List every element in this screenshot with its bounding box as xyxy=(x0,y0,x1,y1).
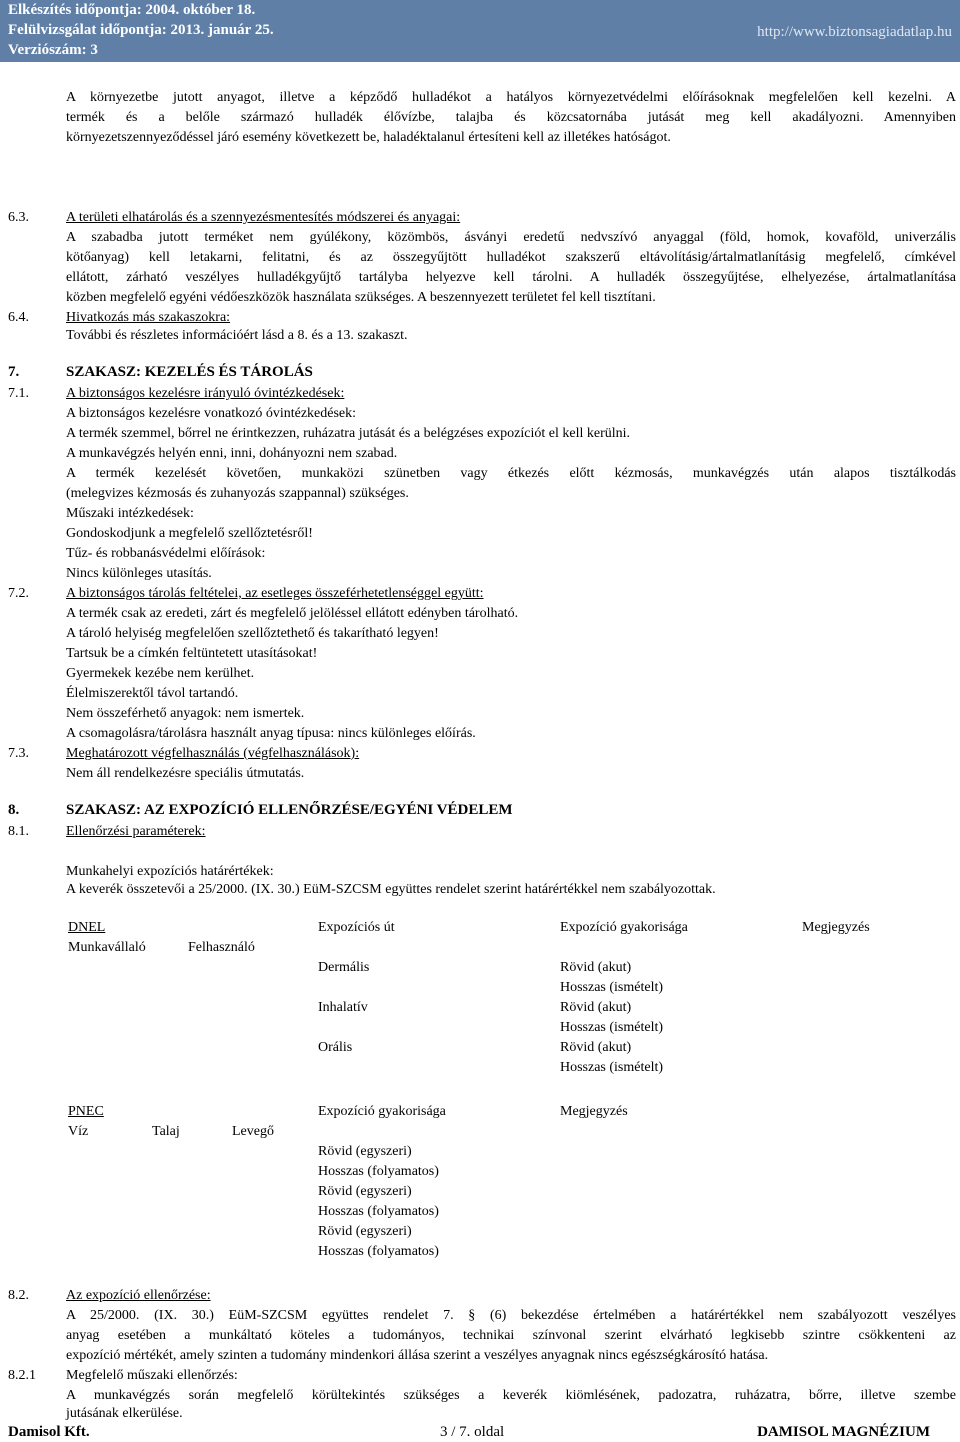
frequency-cell: Rövid (egyszeri) Hosszas (folyamatos) xyxy=(318,1224,439,1259)
frequency-header: Expozíció gyakorisága xyxy=(560,920,688,935)
table-row xyxy=(62,1182,866,1222)
frequency-cell: Rövid (egyszeri) Hosszas (folyamatos) xyxy=(318,1144,439,1179)
revision-date: Felülvizsgálat időpontja: 2013. január 25. xyxy=(8,22,274,38)
text-line: A szabadba jutott terméket nem gyúlékony, közömbös, ásványi eredetű nedvszívó anyaggal (föld, homok, kovaföld, univerzális xyxy=(66,230,956,245)
frequency-header: Expozíció gyakorisága xyxy=(318,1104,446,1119)
product-name: DAMISOL MAGNÉZIUM xyxy=(757,1424,930,1440)
text-line: A munkavégzés helyén enni, inni, dohányozni nem szabad. xyxy=(66,446,398,461)
table-row xyxy=(62,1038,958,1078)
text-line: Nincs különleges utasítás. xyxy=(66,566,212,581)
section-heading: SZAKASZ: AZ EXPOZÍCIÓ ELLENŐRZÉSE/EGYÉNI VÉDELEM xyxy=(66,802,513,818)
text-line: A termék csak az eredeti, zárt és megfelelő jelöléssel ellátott edényben tárolható. xyxy=(66,606,519,621)
section-number: 6.3. xyxy=(8,210,29,225)
text-line: A munkavégzés során megfelelő körültekintés szükséges a keverék kiömlésének, padozatra, ruházatra, bőrre, illetve szembe xyxy=(66,1388,956,1403)
section-title: Az expozíció ellenőrzése: xyxy=(66,1288,211,1303)
document-header xyxy=(0,0,960,62)
text-line: Munkahelyi expozíciós határértékek: xyxy=(66,864,274,879)
intro-line: környezetszennyeződéssel járó esemény következett be, haladéktalanul értesíteni kell az illetékes hatóságot. xyxy=(66,130,671,145)
text-line: (melegvizes kézmosás és zuhanyozás szappannal) szükséges. xyxy=(66,486,409,501)
table-row xyxy=(62,958,958,998)
text-line: A termék szemmel, bőrrel ne érintkezzen, ruházatra jutását és a belégzéses expozíciót el kell kerülni. xyxy=(66,426,631,441)
section-title: A területi elhatárolás és a szennyezésmentesítés módszerei és anyagai: xyxy=(66,210,461,225)
note-header: Megjegyzés xyxy=(802,920,870,935)
section-heading: SZAKASZ: KEZELÉS ÉS TÁROLÁS xyxy=(66,364,313,380)
route-cell: Orális xyxy=(318,1040,353,1055)
section-number: 8. xyxy=(8,802,20,818)
company-name: Damisol Kft. xyxy=(8,1424,90,1440)
text-line: expozíció mértékét, amely szinten a tudomány mindenkori állása szerint a veszélyes anyagnak nincs egészségkárosító hatása. xyxy=(66,1348,769,1363)
text-line: Nem összeférhető anyagok: nem ismertek. xyxy=(66,706,305,721)
website-link[interactable]: http://www.biztonsagiadatlap.hu xyxy=(757,24,952,40)
section-number: 7. xyxy=(8,364,20,380)
frequency-cell: Rövid (egyszeri) Hosszas (folyamatos) xyxy=(318,1184,439,1219)
table-row xyxy=(62,1222,866,1262)
text-line: A 25/2000. (IX. 30.) EüM-SZCSM együttes rendelet 7. § (6) bekezdése értelmében a határértékkel nem szabályozott veszélyes xyxy=(66,1308,956,1323)
route-header: Expozíciós út xyxy=(318,920,395,935)
created-date: Elkészítés időpontja: 2004. október 18. xyxy=(8,2,256,18)
dnel-table xyxy=(62,918,958,1078)
table-row xyxy=(62,998,958,1038)
pnec-table xyxy=(62,1102,866,1262)
text-line: A csomagolásra/tárolásra használt anyag típusa: nincs különleges előírás. xyxy=(66,726,476,741)
section-title: Hivatkozás más szakaszokra: xyxy=(66,310,231,325)
text-line: Gyermekek kezébe nem kerülhet. xyxy=(66,666,255,681)
text-line: A keverék összetevői a 25/2000. (IX. 30.) EüM-SZCSM együttes rendelet szerint határértékkel nem szabályozottak. xyxy=(66,882,716,897)
section-number: 8.2. xyxy=(8,1288,29,1303)
frequency-cell: Rövid (akut) Hosszas (ismételt) xyxy=(560,960,664,995)
text-line: kötőanyag) kell letakarni, felitatni, és az összegyűjtött hulladékot szakszerű eltávolításig/ártalmatlanításig megfelelő, címkével xyxy=(66,250,956,265)
section-number: 7.1. xyxy=(8,386,29,401)
water-header: Víz xyxy=(68,1124,89,1139)
route-cell: Dermális xyxy=(318,960,370,975)
air-header: Levegő xyxy=(232,1124,274,1139)
intro-line: termék és a belőle származó hulladék élővízbe, talajba és közcsatornába jutását meg kell akadályozni. Amennyiben xyxy=(66,110,956,125)
worker-header: Munkavállaló xyxy=(68,940,146,955)
text-line: ellátott, zárható veszélyes hulladékgyűjtő tartályba helyezve kell tárolni. A hulladék összegyűjtése, elhelyezése, ártalmatlanítása xyxy=(66,270,956,285)
user-header: Felhasználó xyxy=(188,940,255,955)
text-line: Élelmiszerektől távol tartandó. xyxy=(66,686,239,701)
version-number: Verziószám: 3 xyxy=(8,42,98,58)
frequency-cell: Rövid (akut) Hosszas (ismételt) xyxy=(560,1000,664,1035)
table-row xyxy=(62,1142,866,1182)
text-line: A tároló helyiség megfelelően szellőztethető és takarítható legyen! xyxy=(66,626,439,641)
text-line: Tartsuk be a címkén feltüntetett utasításokat! xyxy=(66,646,318,661)
text-line: közben megfelelő egyéni védőeszközök használata szükséges. A beszennyezett területet fel kell tisztítani. xyxy=(66,290,656,305)
dnel-header: DNEL xyxy=(68,920,106,935)
page-number: 3 / 7. oldal xyxy=(440,1424,505,1440)
section-title: A biztonságos kezelésre irányuló óvintézkedések: xyxy=(66,386,345,401)
frequency-cell: Rövid (akut) Hosszas (ismételt) xyxy=(560,1040,664,1075)
note-header: Megjegyzés xyxy=(560,1104,628,1119)
pnec-header: PNEC xyxy=(68,1104,104,1119)
intro-line: A környezetbe jutott anyagot, illetve a képződő hulladékot a hatályos környezetvédelmi előírásoknak megfelelően kell kezelni. A xyxy=(66,90,956,105)
section-number: 7.3. xyxy=(8,746,29,761)
section-title: A biztonságos tárolás feltételei, az esetleges összeférhetetlenséggel együtt: xyxy=(66,586,484,601)
text-line: A biztonságos kezelésre vonatkozó óvintézkedések: xyxy=(66,406,357,421)
section-title: Ellenőrzési paraméterek: xyxy=(66,824,206,839)
document-footer xyxy=(0,1420,960,1442)
text-line: Tűz- és robbanásvédelmi előírások: xyxy=(66,546,266,561)
text-line: Műszaki intézkedések: xyxy=(66,506,194,521)
text-line: anyag esetében a munkáltató köteles a tudományos, technikai színvonal szerint elvárható legkisebb szintre csökkenteni az xyxy=(66,1328,956,1343)
text-line: jutásának elkerülése. xyxy=(66,1406,183,1421)
section-number: 8.1. xyxy=(8,824,29,839)
text-line: Nem áll rendelkezésre speciális útmutatás. xyxy=(66,766,305,781)
section-title: Meghatározott végfelhasználás (végfelhasználások): xyxy=(66,746,360,761)
section-number: 7.2. xyxy=(8,586,29,601)
soil-header: Talaj xyxy=(152,1124,180,1139)
section-number: 6.4. xyxy=(8,310,29,325)
text-line: A termék kezelését követően, munkaközi szünetben vagy étkezés előtt kézmosás, munkavégzés után alapos tisztálkodás xyxy=(66,466,956,481)
section-number: 8.2.1 xyxy=(8,1368,36,1383)
text-line: További és részletes információért lásd a 8. és a 13. szakaszt. xyxy=(66,328,408,343)
route-cell: Inhalatív xyxy=(318,1000,368,1015)
section-title: Megfelelő műszaki ellenőrzés: xyxy=(66,1368,238,1383)
text-line: Gondoskodjunk a megfelelő szellőztetésről! xyxy=(66,526,313,541)
